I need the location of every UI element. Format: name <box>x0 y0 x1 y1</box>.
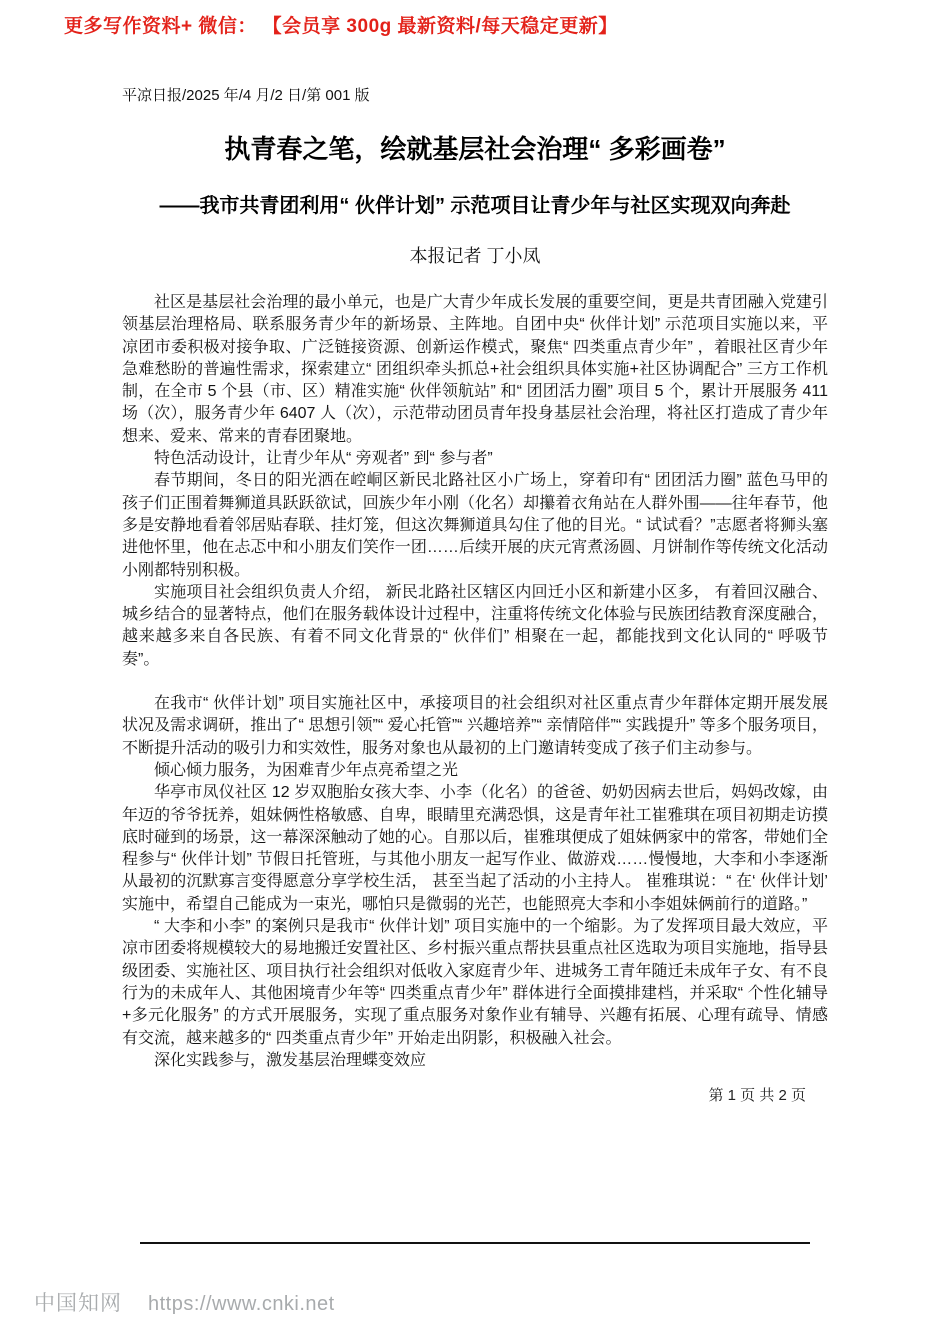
section-subheading: 深化实践参与，激发基层治理蝶变效应 <box>154 1051 427 1069</box>
paragraph: 华亭市凤仪社区 12 岁双胞胎女孩大李、小李（化名）的爸爸、奶奶因病去世后，妈妈改嫁，由年迈的爷爷抚养，姐妹俩性格敏感、自卑，眼睛里充满恐惧，这是青年社工崔雅琪在项目初期走访摸底时碰到的场景，这一幕深深触动了她的心。自那以后，崔雅琪便成了姐妹俩家中的常客，带她们全程参与“ 伙伴计划” 节假日托管班，与其他小朋友一起写作业、做游戏……慢慢地，大李和小李逐渐从最初的沉默寡言变得愿意分享学校生活， 甚至当起了活动的小主持人。 崔雅琪说：“ 在‘ 伙伴计划’ 实施中，希望自己能成为一束光，哪怕只是微弱的光芒，也能照亮大李和小李姐妹俩前行的道路。” <box>122 784 828 913</box>
section-subheading: 倾心倾力服务，为困难青少年点亮希望之光 <box>154 761 459 779</box>
paragraph: 社区是基层社会治理的最小单元，也是广大青少年成长发展的重要空间，更是共青团融入党建引领基层治理格局、联系服务青少年的新场景、主阵地。自团中央“ 伙伴计划” 示范项目实施以来，平凉团市委积极对接争取、广泛链接资源、创新运作模式，聚焦“ 四类重点青少年” ，着眼社区青少年急难愁盼的普遍性需求，探索建立“ 团组织牵头抓总+社会组织具体实施+社区协调配合” 三方工作机制，在全市 5 个县（市、区）精准实施“ 伙伴领航站” 和“ 团团活力圈” 项目 5 个，累计开展服务 411 场（次），服务青少年 6407 人（次），示范带动团员青年投身基层社会治理，将社区打造成了青少年想来、爱来、常来的青春团聚地。 <box>122 294 828 445</box>
article-body <box>122 292 828 1072</box>
article-byline: 本报记者 丁小凤 <box>409 246 541 266</box>
cnki-brand-watermark: 中国知网 <box>34 1292 122 1315</box>
article-title: 执青春之笔，绘就基层社会治理“ 多彩画卷” <box>224 134 726 164</box>
footer-divider-line <box>140 1242 810 1244</box>
article-subtitle: ——我市共青团利用“ 伙伴计划” 示范项目让青少年与社区实现双向奔赴 <box>159 195 791 217</box>
page-indicator: 第 1 页 共 2 页 <box>708 1087 806 1105</box>
paragraph: 实施项目社会组织负责人介绍， 新民北路社区辖区内回迁小区和新建小区多， 有着回汉融合、城乡结合的显著特点，他们在服务载体设计过程中，注重将传统文化体验与民族团结教育深度融合，越来越多来自各民族、有着不同文化背景的“ 伙伴们” 相聚在一起，都能找到文化认同的“ 呼吸节奏”。 <box>122 583 828 668</box>
publication-source-line: 平凉日报/2025 年/4 月/2 日/第 001 版 <box>122 87 370 104</box>
paragraph: 春节期间，冬日的阳光洒在崆峒区新民北路社区小广场上，穿着印有“ 团团活力圈” 蓝色马甲的孩子们正围着舞狮道具跃跃欲试，回族少年小刚（化名）却攥着衣角站在人群外围——往年春节，他多是安静地看着邻居贴春联、挂灯笼，但这次舞狮道具勾住了他的目光。“ 试试看？”志愿者将狮头塞进他怀里，他在忐忑中和小朋友们笑作一团……后续开展的庆元宵煮汤圆、月饼制作等传统文化活动小刚都特别积极。 <box>122 472 828 579</box>
section-subheading: 特色活动设计，让青少年从“ 旁观者” 到“ 参与者” <box>154 450 493 468</box>
watermark-footer <box>34 1287 335 1317</box>
cnki-url-watermark: https://www.cnki.net <box>148 1293 335 1315</box>
article-content <box>122 86 828 1105</box>
promo-banner: 更多写作资料+ 微信： 【会员享 300g 最新资料/每天稳定更新】 <box>64 16 618 37</box>
paragraph-spacer <box>122 671 828 693</box>
paragraph: 在我市“ 伙伴计划” 项目实施社区中，承接项目的社会组织对社区重点青少年群体定期开展发展状况及需求调研，推出了“ 思想引领”“ 爱心托管”“ 兴趣培养”“ 亲情陪伴”“ 实践提升” 等多个服务项目，不断提升活动的吸引力和实效性，服务对象也从最初的上门邀请转变成了孩子们主动参与。 <box>122 695 828 757</box>
paragraph: “ 大李和小李” 的案例只是我市“ 伙伴计划” 项目实施中的一个缩影。为了发挥项目最大效应，平凉市团委将规模较大的易地搬迁安置社区、乡村振兴重点帮扶县重点社区选取为项目实施地，指导县级团委、实施社区、项目执行社会组织对低收入家庭青少年、进城务工青年随迁未成年子女、有不良行为的未成年人、其他困境青少年等“ 四类重点青少年” 群体进行全面摸排建档，并采取“ 个性化辅导+多元化服务” 的方式开展服务，实现了重点服务对象作业有辅导、兴趣有拓展、心理有疏导、情感有交流，越来越多的“ 四类重点青少年” 开始走出阴影，积极融入社会。 <box>122 918 828 1047</box>
